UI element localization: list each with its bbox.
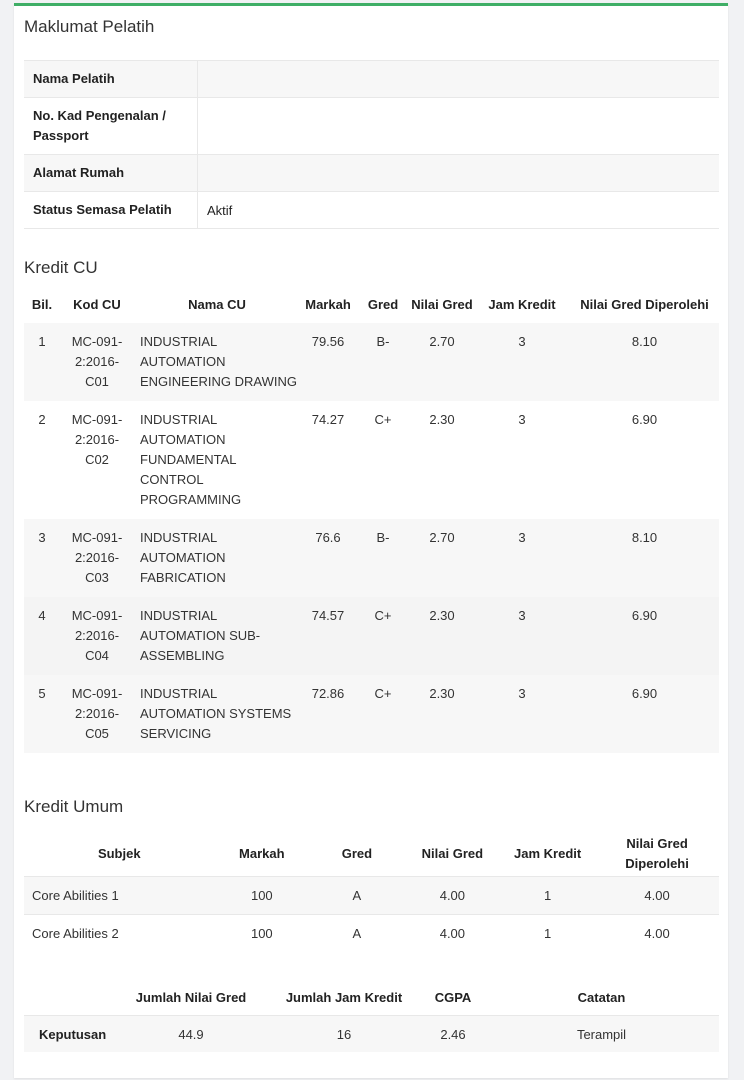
table-header-row <box>24 832 719 877</box>
info-label: Nama Pelatih <box>24 61 198 98</box>
section-title-kredit-cu: Kredit CU <box>24 258 98 277</box>
student-result-card <box>14 3 728 1078</box>
cell-nama: INDUSTRIAL AUTOMATION FABRICATION <box>134 519 300 597</box>
table-row <box>24 877 719 915</box>
col-header: Jumlah Jam Kredit <box>285 989 403 1005</box>
cell-kod: MC-091-2:2016-C03 <box>60 519 134 597</box>
cell-kod: MC-091-2:2016-C04 <box>60 597 134 675</box>
cell-diperolehi: 4.00 <box>595 877 719 915</box>
cell-jam: 1 <box>500 915 595 953</box>
col-header: Bil. <box>31 297 53 312</box>
cell-markah: 100 <box>215 877 310 915</box>
col-header: Gred <box>367 297 399 312</box>
col-header: Jumlah Nilai Gred <box>135 989 247 1005</box>
table-row <box>24 519 719 597</box>
cell-jumlah-jam-kredit: 16 <box>266 1016 422 1053</box>
cell-markah: 74.27 <box>311 412 345 427</box>
cell-markah: 72.86 <box>300 675 356 753</box>
cell-diperolehi: 4.00 <box>595 915 719 953</box>
kredit-cu-table <box>24 286 719 753</box>
cell-nilai: 4.00 <box>405 915 501 953</box>
cell-jam: 3 <box>474 519 570 597</box>
info-value <box>198 98 720 155</box>
cell-cgpa: 2.46 <box>422 1016 484 1053</box>
cell-gred: C+ <box>356 675 410 753</box>
cell-jam: 3 <box>474 597 570 675</box>
cell-kod: MC-091-2:2016-C02 <box>71 412 123 467</box>
info-row-alamat <box>24 155 719 192</box>
cell-markah: 74.57 <box>300 597 356 675</box>
col-header: Nilai Gred Diperolehi <box>580 297 709 312</box>
cell-nama: INDUSTRIAL AUTOMATION ENGINEERING DRAWING <box>134 323 300 401</box>
cell-bil: 3 <box>24 519 60 597</box>
cell-markah: 76.6 <box>300 519 356 597</box>
table-header-row <box>24 286 719 323</box>
col-header: Markah <box>239 846 285 861</box>
col-header: Markah <box>305 297 351 312</box>
cell-jumlah-nilai-gred: 44.9 <box>116 1016 266 1053</box>
col-header: Catatan <box>577 989 626 1005</box>
cell-diperolehi: 6.90 <box>631 412 658 427</box>
info-row-status <box>24 192 719 229</box>
cell-gred: C+ <box>374 412 392 427</box>
cell-gred: B- <box>356 519 410 597</box>
cell-markah: 79.56 <box>300 323 356 401</box>
info-row-nama <box>24 61 719 98</box>
col-header: Gred <box>341 846 373 861</box>
info-label: No. Kad Pengenalan / Passport <box>24 98 198 155</box>
cell-gred: B- <box>356 323 410 401</box>
table-header-row <box>24 979 719 1016</box>
cell-gred: A <box>309 877 405 915</box>
keputusan-label: Keputusan <box>24 1016 116 1053</box>
col-header: Nilai Gred <box>421 846 484 861</box>
cell-nilai: 2.30 <box>410 597 474 675</box>
cell-nilai: 2.30 <box>410 675 474 753</box>
cell-bil: 2 <box>38 412 46 427</box>
info-label: Status Semasa Pelatih <box>24 192 198 229</box>
cell-diperolehi: 8.10 <box>570 519 719 597</box>
cell-subjek: Core Abilities 2 <box>24 915 215 953</box>
col-header-empty <box>24 979 116 1016</box>
cell-diperolehi: 6.90 <box>570 675 719 753</box>
cell-jam: 3 <box>474 675 570 753</box>
info-value <box>198 155 720 192</box>
cell-diperolehi: 8.10 <box>570 323 719 401</box>
table-row <box>24 597 719 675</box>
cell-bil: 1 <box>24 323 60 401</box>
cell-bil: 5 <box>24 675 60 753</box>
col-header: Nama CU <box>188 297 246 312</box>
cell-markah: 100 <box>215 915 310 953</box>
col-header: Nilai Gred Diperolehi <box>625 836 689 871</box>
cell-catatan: Terampil <box>484 1016 719 1053</box>
col-header: Jam Kredit <box>488 297 556 312</box>
cell-kod: MC-091-2:2016-C01 <box>60 323 134 401</box>
cell-diperolehi: 6.90 <box>570 597 719 675</box>
table-row <box>24 915 719 953</box>
status-value: Aktif <box>198 192 720 229</box>
cell-jam: 3 <box>474 323 570 401</box>
table-row <box>24 401 719 519</box>
col-header: Kod CU <box>73 297 121 312</box>
kredit-umum-table <box>24 832 719 952</box>
cell-nilai: 4.00 <box>405 877 501 915</box>
cell-gred: C+ <box>356 597 410 675</box>
keputusan-table <box>24 979 719 1052</box>
cell-jam: 3 <box>518 412 526 427</box>
col-header: Jam Kredit <box>514 846 582 861</box>
cell-nama: INDUSTRIAL AUTOMATION SYSTEMS SERVICING <box>134 675 300 753</box>
col-header: Subjek <box>97 846 141 861</box>
cell-bil: 4 <box>24 597 60 675</box>
cell-jam: 1 <box>500 877 595 915</box>
col-header: Nilai Gred <box>411 297 473 312</box>
cell-nilai: 2.70 <box>410 519 474 597</box>
info-row-ic <box>24 98 719 155</box>
cell-nilai: 2.30 <box>429 412 455 427</box>
table-row <box>24 1016 719 1053</box>
table-row <box>24 323 719 401</box>
cell-subjek: Core Abilities 1 <box>24 877 215 915</box>
table-row <box>24 675 719 753</box>
trainee-info-table <box>24 60 719 229</box>
cell-nilai: 2.70 <box>410 323 474 401</box>
cell-gred: A <box>309 915 405 953</box>
cell-kod: MC-091-2:2016-C05 <box>60 675 134 753</box>
info-value <box>198 61 720 98</box>
info-label: Alamat Rumah <box>24 155 198 192</box>
section-title-maklumat-pelatih: Maklumat Pelatih <box>24 17 155 36</box>
cell-nama: INDUSTRIAL AUTOMATION FUNDAMENTAL CONTROL PROGRAMMING <box>140 412 242 507</box>
col-header: CGPA <box>434 989 472 1005</box>
section-title-kredit-umum: Kredit Umum <box>24 797 124 816</box>
cell-nama: INDUSTRIAL AUTOMATION SUB-ASSEMBLING <box>134 597 300 675</box>
